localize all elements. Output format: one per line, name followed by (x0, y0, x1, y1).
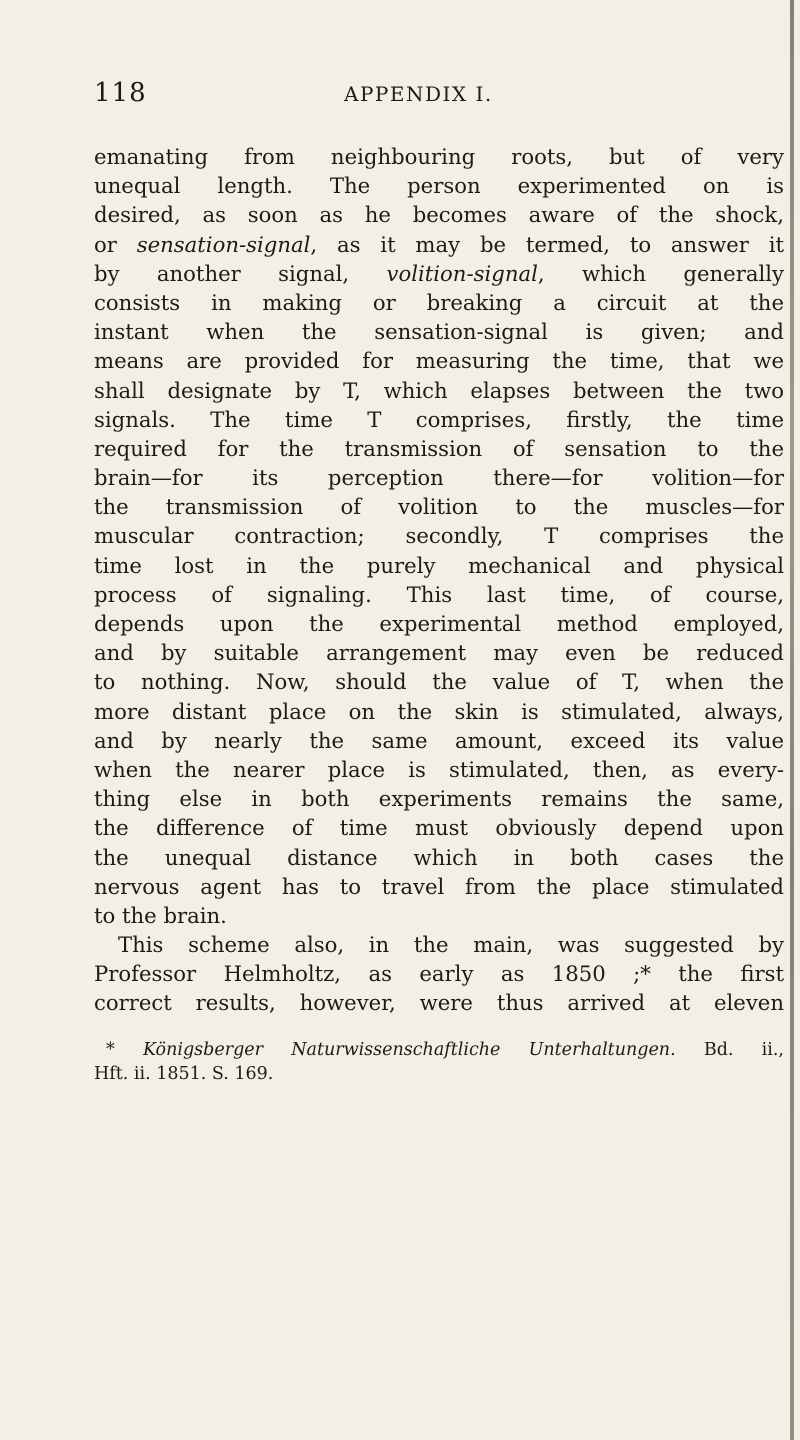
text-line: thing else in both experiments remains the same, (94, 786, 784, 812)
italic-term: sensation-signal (136, 231, 311, 257)
text-line: instant when the sensation-signal is given; and (94, 319, 784, 345)
text-line: Professor Helmholtz, as early as 1850 ;* the first (94, 961, 784, 987)
text-line: the unequal distance which in both cases the (94, 844, 784, 870)
footnote-line: Hft. ii. 1851. S. 169. (94, 1064, 274, 1084)
text-line: time lost in the purely mechanical and physical (94, 552, 784, 578)
body-text (94, 142, 784, 1018)
footnote-line: * Königsberger Naturwissenschaftliche Unterhaltungen. Bd. ii., (106, 1040, 784, 1060)
text-line: muscular contraction; secondly, T comprises the (94, 523, 784, 549)
text-line: to the brain. (94, 902, 227, 928)
text-line: when the nearer place is stimulated, then, as every- (94, 756, 784, 782)
text-line: unequal length. The person experimented on is (94, 173, 784, 199)
footnote-title: Königsberger Naturwissenschaftliche Unterhaltungen. (142, 1040, 676, 1060)
text-line: the transmission of volition to the muscles—for (94, 494, 784, 520)
text-line: depends upon the experimental method employed, (94, 611, 784, 636)
text-line: nervous agent has to travel from the place stimulated (94, 873, 784, 899)
text-line: required for the transmission of sensation to the (94, 435, 784, 461)
text-line: to nothing. Now, should the value of T, when the (94, 669, 784, 695)
text-line: brain—for its perception there—for volition—for (94, 465, 784, 491)
text-line: means are provided for measuring the time, that we (94, 348, 784, 374)
text-line: shall designate by T, which elapses between the two (94, 377, 784, 403)
text-line: emanating from neighbouring roots, but of very (94, 144, 784, 169)
page-number: 118 (94, 78, 147, 108)
text-line: desired, as soon as he becomes aware of the shock, (94, 202, 784, 228)
text-line: This scheme also, in the main, was suggested by (118, 932, 784, 958)
footnote (94, 1038, 784, 1086)
footnote-marker: * (106, 1040, 143, 1060)
page-header (94, 78, 734, 118)
italic-term: volition-signal (386, 260, 538, 286)
text-line: correct results, however, were thus arrived at eleven (94, 990, 784, 1016)
running-head: APPENDIX I. (344, 82, 493, 106)
text-line: consists in making or breaking a circuit at the (94, 289, 784, 315)
text-line: by another signal, volition-signal, which generally (94, 260, 784, 286)
text-line: or sensation-signal, as it may be termed, to answer it (94, 231, 784, 257)
text-line: process of signaling. This last time, of course, (94, 581, 784, 607)
text-line: signals. The time T comprises, firstly, the time (94, 406, 784, 432)
text-line: the difference of time must obviously depend upon (94, 815, 784, 841)
text-line: and by nearly the same amount, exceed its value (94, 727, 784, 753)
text-line: and by suitable arrangement may even be reduced (94, 640, 784, 666)
text-line: more distant place on the skin is stimulated, always, (94, 698, 784, 724)
page-edge (790, 0, 794, 1440)
